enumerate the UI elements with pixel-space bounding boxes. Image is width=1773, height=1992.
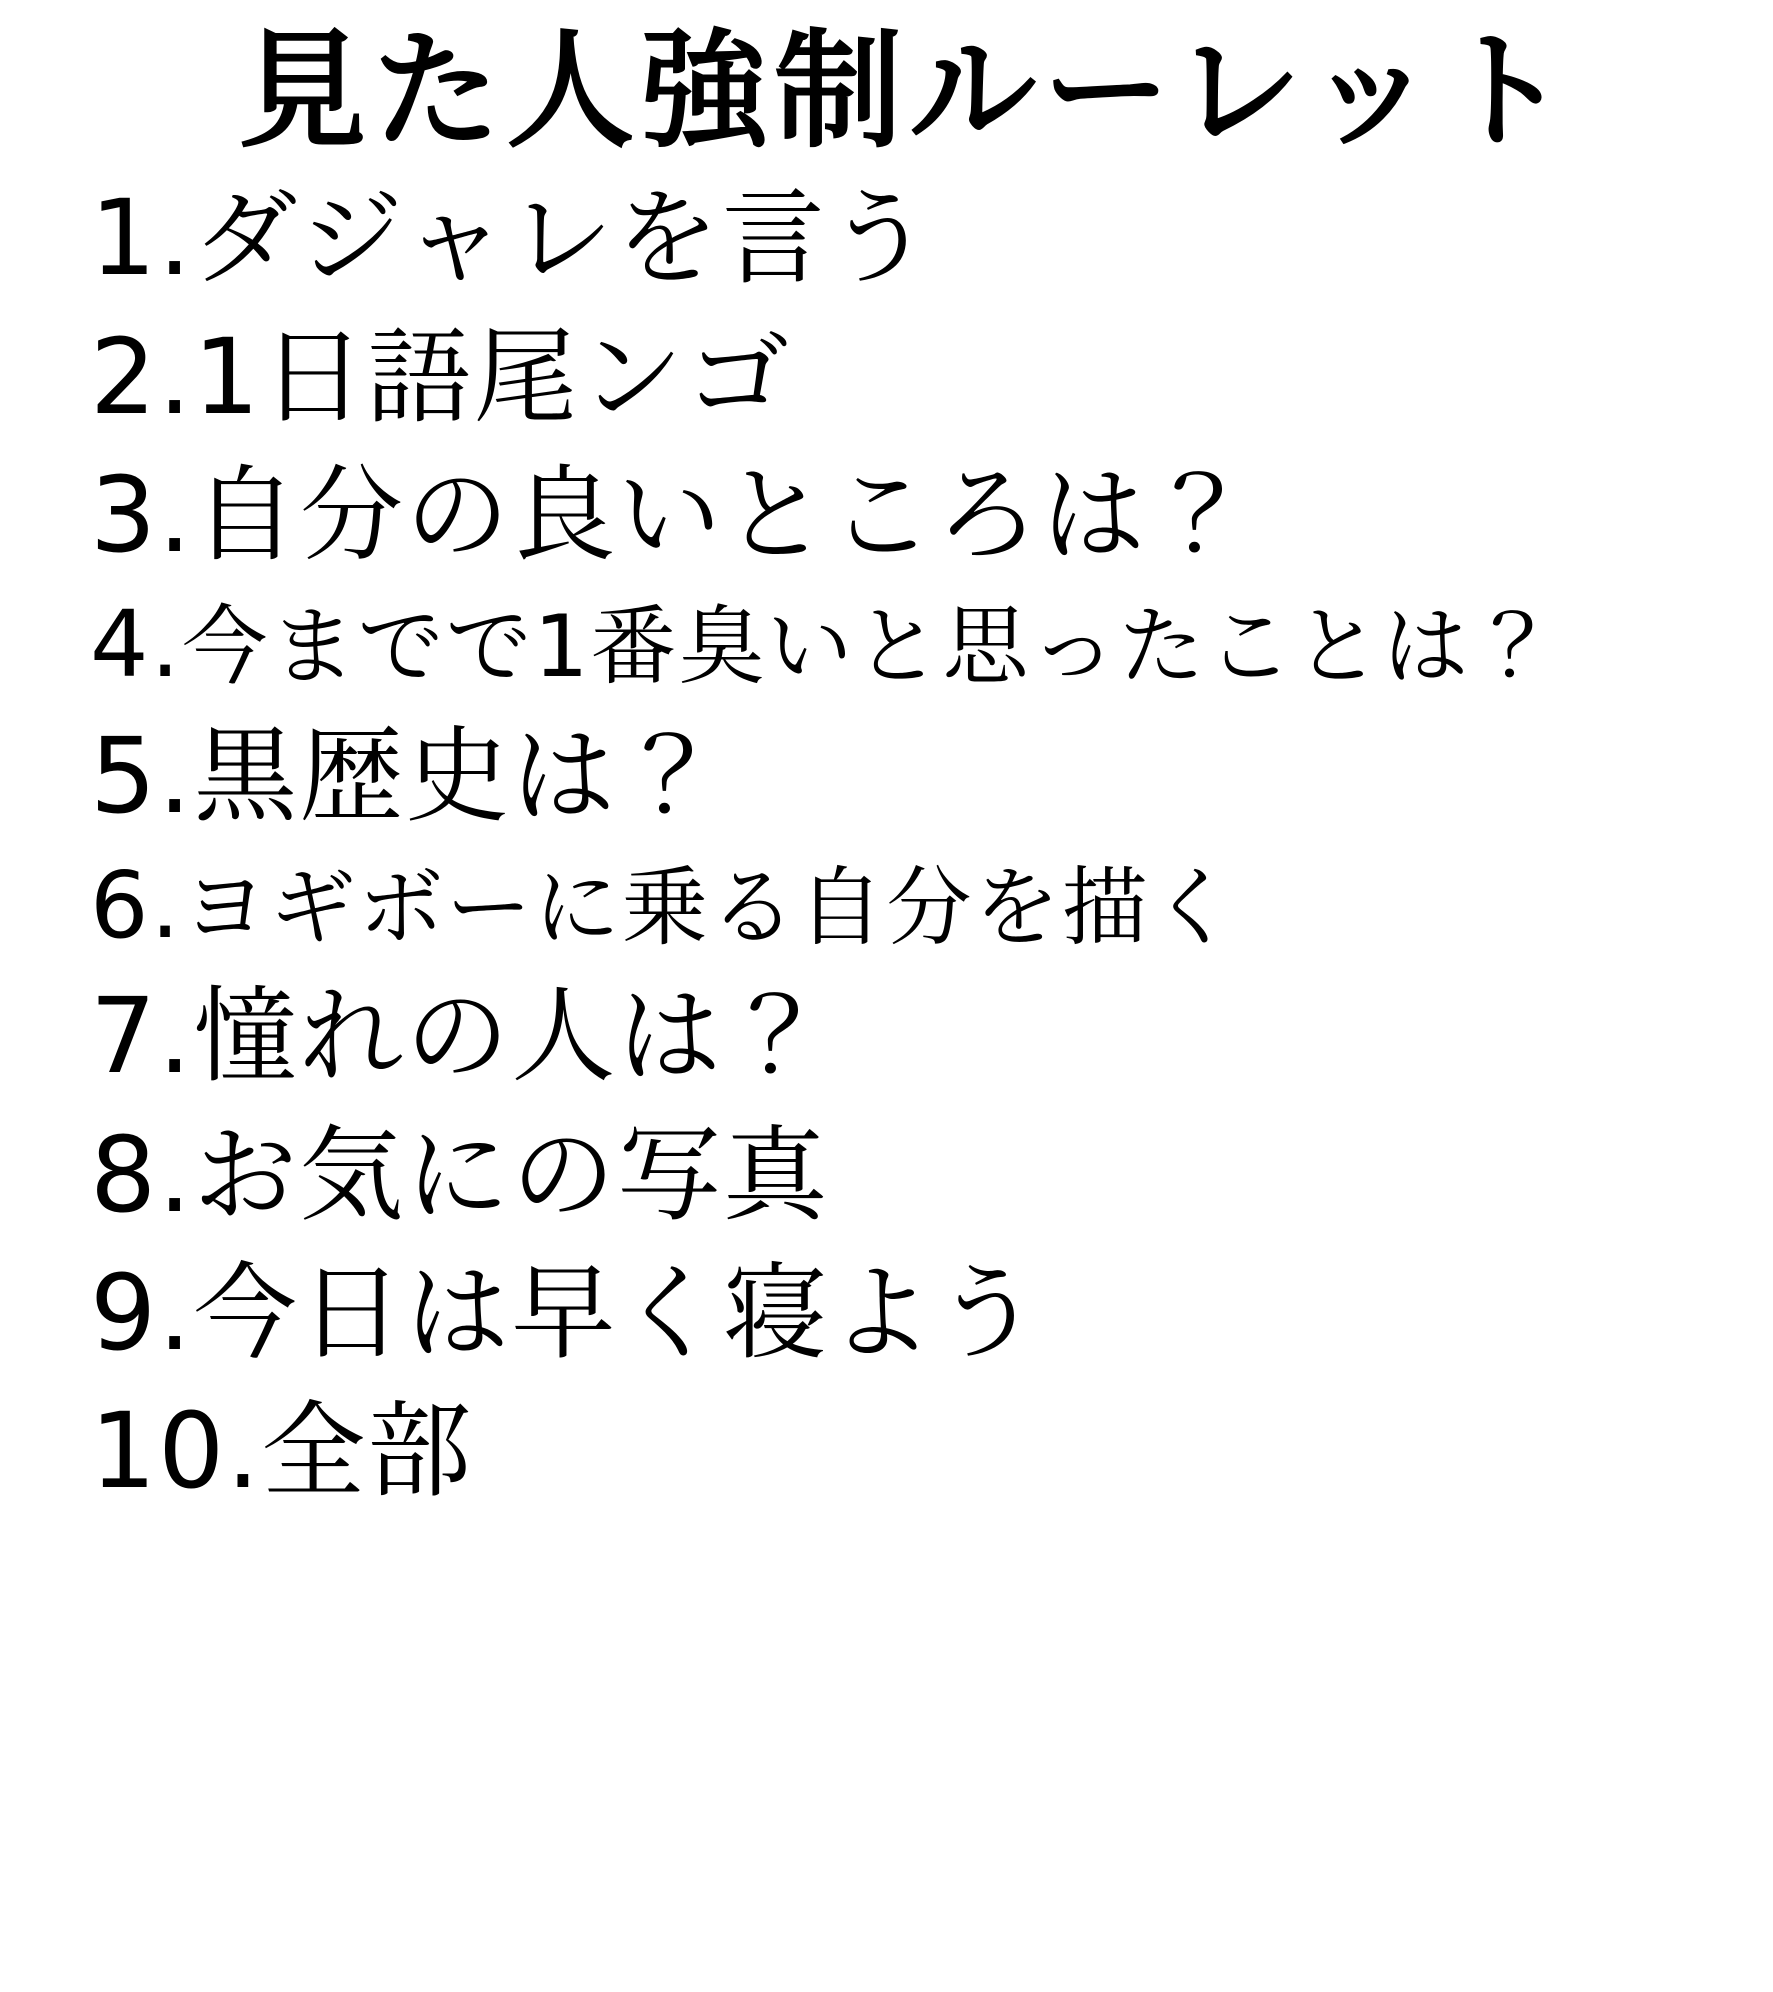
list-item-number: 10. [90,1390,262,1513]
list-item [90,1106,1743,1244]
list-item-number: 3. [90,453,194,576]
roulette-list [30,169,1743,1520]
list-item [90,1244,1743,1382]
list-item-text: 今日は早く寝よう [193,1251,1042,1374]
list-item-text: 1日語尾ンゴ [193,315,792,438]
list-item [90,1382,1743,1520]
list-item-number: 8. [90,1113,194,1236]
list-item [90,308,1743,446]
list-item-text: お気にの写真 [193,1113,830,1236]
list-item [90,967,1743,1105]
list-item-text: ヨギボーに乗る自分を描く [181,857,1238,958]
list-item-number: 1. [90,177,194,300]
list-item [90,707,1743,845]
list-item [90,446,1743,584]
list-item-text: 黒歴史は？ [193,714,724,837]
list-item-number: 2. [90,315,194,438]
list-item [90,845,1743,967]
list-item [90,584,1743,706]
list-item-text: ダジャレを言う [193,177,934,300]
list-item-text: 自分の良いところは？ [193,453,1254,576]
list-item-number: 4. [90,591,182,699]
page-title: 見た人強制ルーレット [238,17,1575,166]
list-item-text: 全部 [261,1390,474,1513]
list-item-number: 7. [90,975,194,1098]
list-item [90,169,1743,307]
list-item-text: 憧れの人は？ [193,975,830,1098]
list-item-number: 9. [90,1251,194,1374]
list-item-number: 5. [90,714,194,837]
list-item-number: 6. [90,851,182,959]
list-item-text: 今までで1番臭いと思ったことは？ [181,597,1559,698]
